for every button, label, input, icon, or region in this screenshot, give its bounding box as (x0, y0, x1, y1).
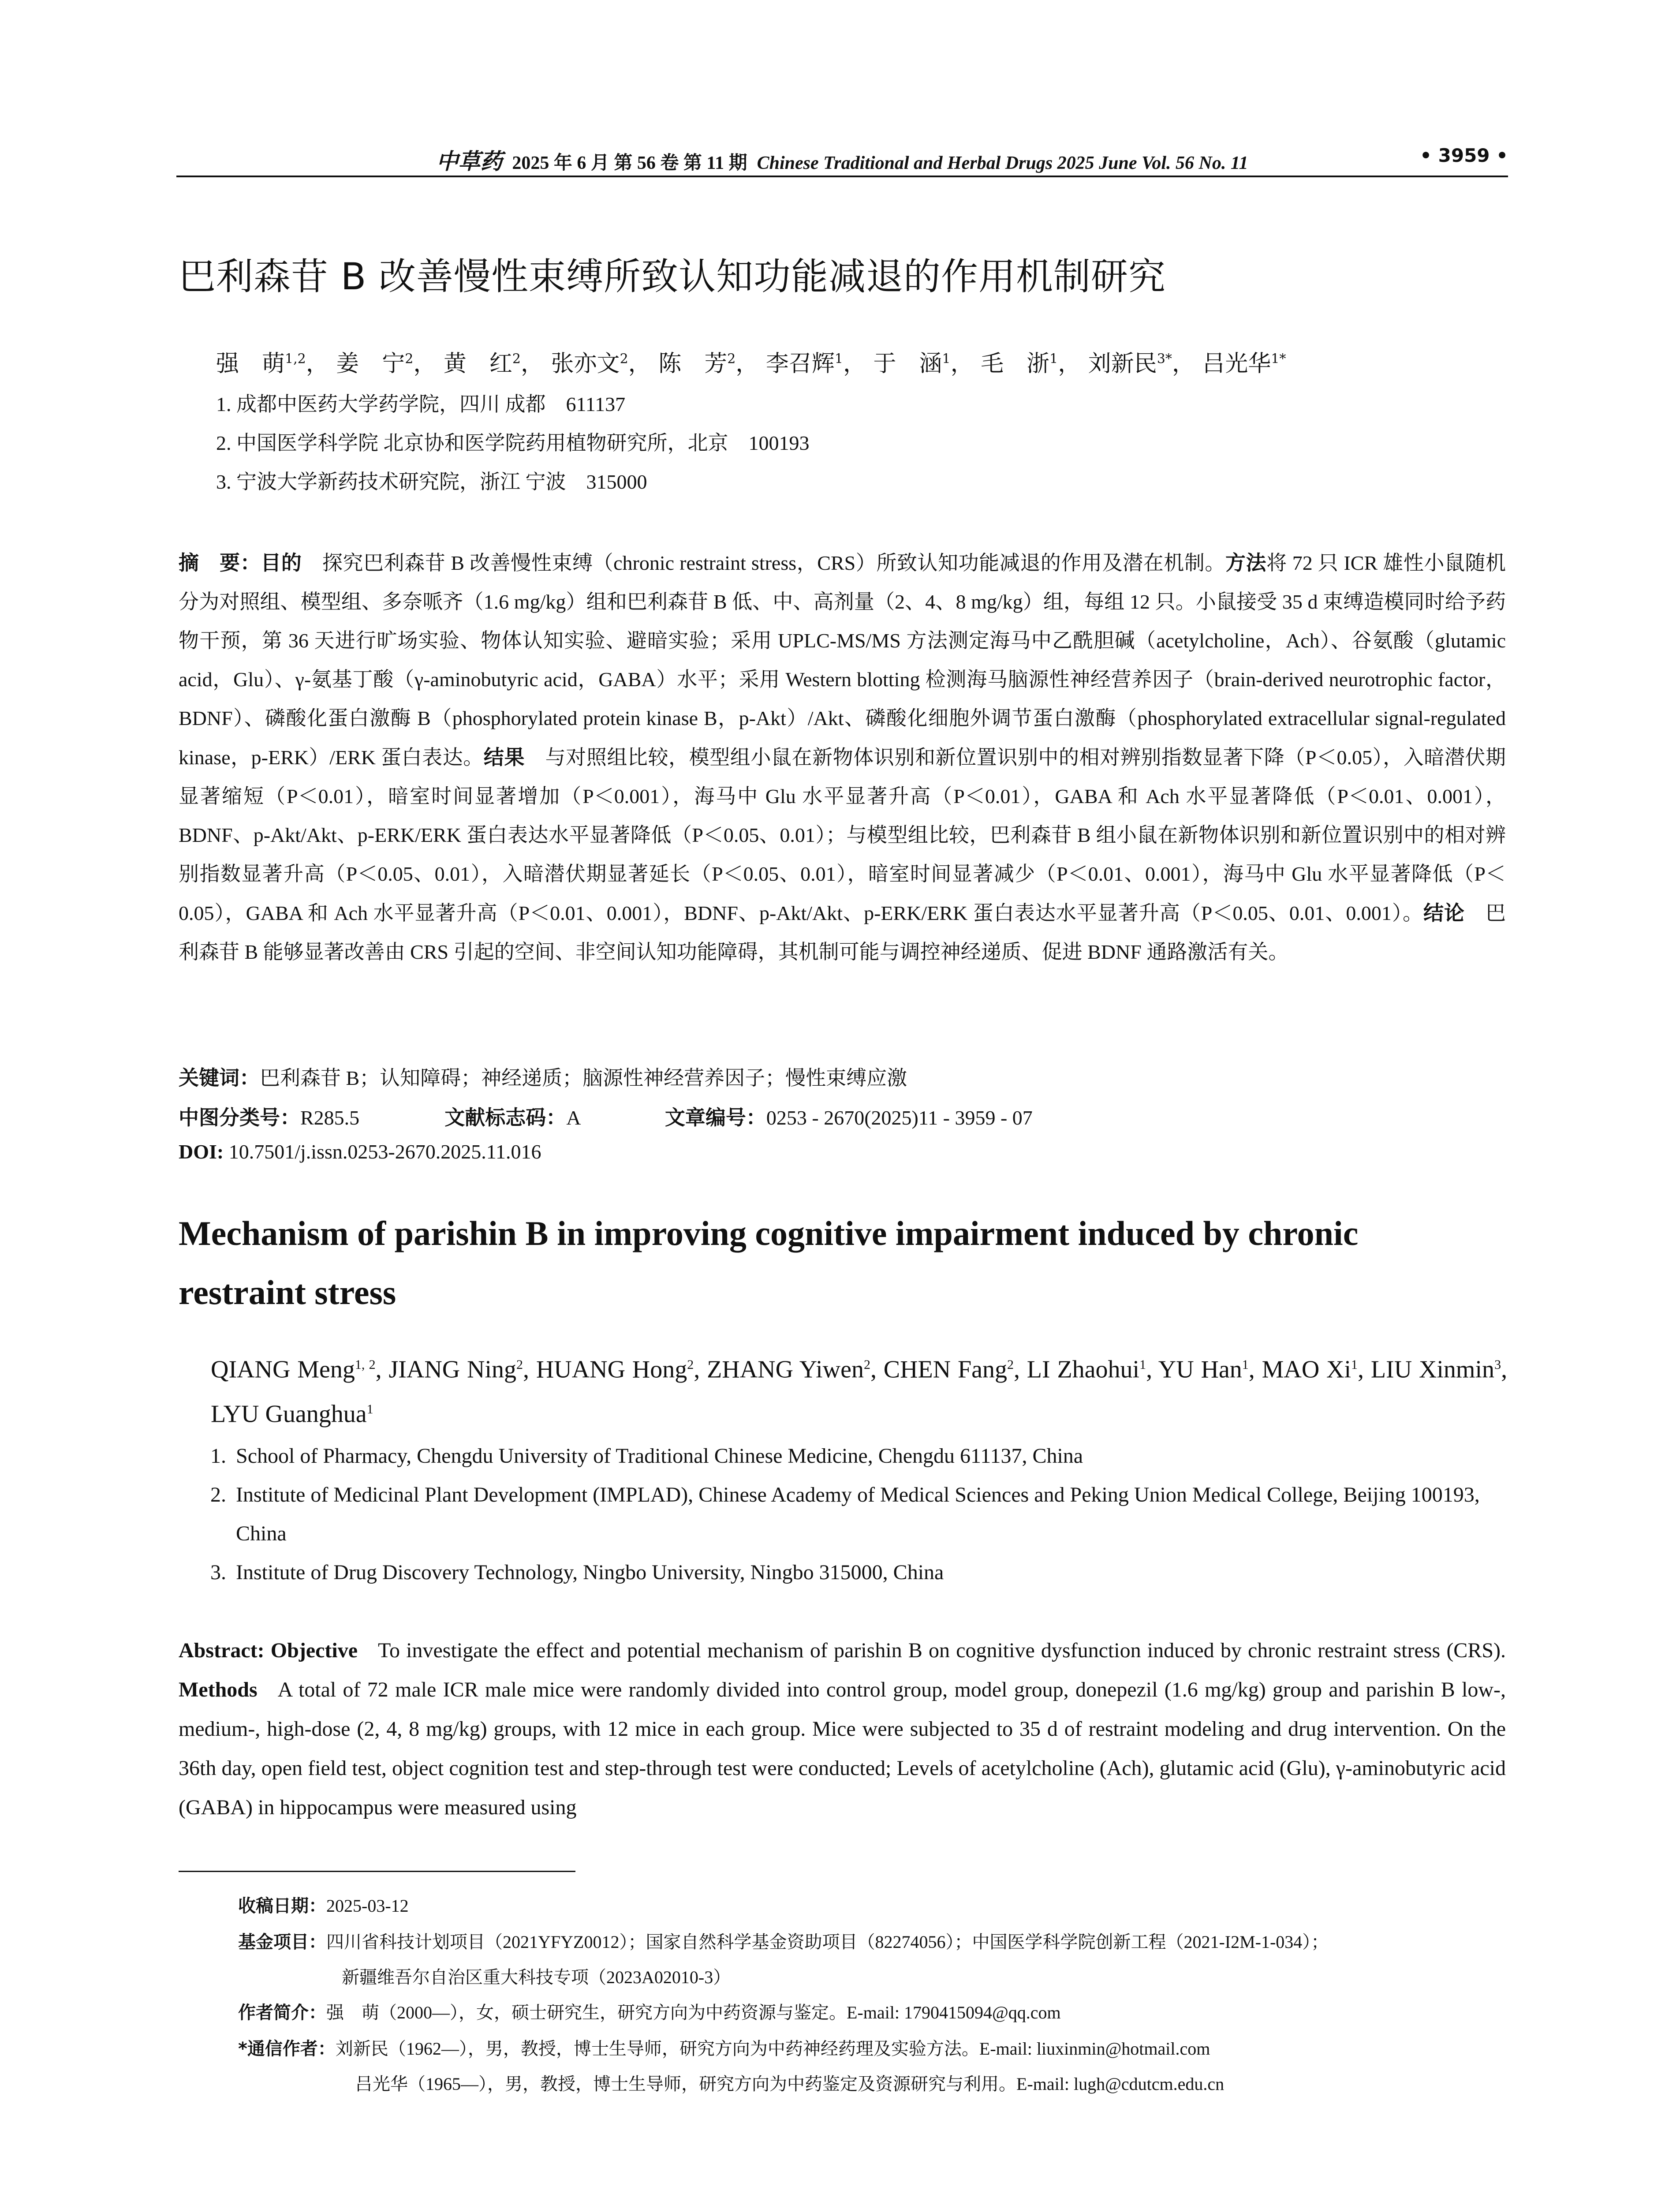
author-en-sup: 3 (1494, 1357, 1501, 1372)
authors-cn: 强 萌$^{1,2}$， 姜 宁$^2$， 黄 红$^2$， 张亦文$^2$， 陈 芳$^2$， 李召辉$^1$， 于 涵$^1$， 毛 浙$^1$， 刘新民$^{3*}$， 吕光华$^{1*}$ (216, 351, 1286, 377)
results-cn: 与对照组比较，模型组小鼠在新物体识别和新位置识别中的相对辨别指数显著下降（P＜0.05），入暗潜伏期显著缩短（P＜0.01），暗室时间显著增加（P＜0.001），海马中 Glu 水平显著升高（P＜0.01），GABA 和 Ach 水平显著降低（P＜0.01、0.001），BDNF、p-Akt/Akt、p-ERK/ERK 蛋白表达水平显著降低（P＜0.05、0.01）；与模型组比较，巴利森苷 B 组小鼠在新物体识别和新位置识别中的相对辨别指数显著升高（P＜0.05、0.01），入暗潜伏期显著延长（P＜0.05、0.01），暗室时间显著减少（P＜0.01、0.001），海马中 Glu 水平显著降低（P＜0.05），GABA 和 Ach 水平显著升高（P＜0.01、0.001），BDNF、p-Akt/Akt、p-ERK/ERK 蛋白表达水平显著升高（P＜0.05、0.01、0.001）。 (179, 746, 1506, 924)
footnote-received (238, 1892, 409, 1917)
author-cn: 毛 浙 (981, 351, 1050, 377)
conclusion-cn: 巴利森苷 B 能够显著改善由 CRS 引起的空间、非空间认知功能障碍，其机制可能与调控神经递质、促进 BDNF 通路激活有关。 (179, 902, 1506, 963)
title-cn: 巴利森苷 B 改善慢性束缚所致认知功能减退的作用机制研究 (179, 255, 1166, 298)
running-header (176, 141, 1508, 176)
affiliation-en-num: 1. (210, 1444, 226, 1468)
doi-link[interactable]: 10.7501/j.issn.0253-2670.2025.11.016 (228, 1140, 541, 1163)
received-label: 收稿日期： (238, 1896, 326, 1916)
author-en-sup: 2 (863, 1357, 870, 1372)
abstract-en (179, 1631, 1506, 1827)
footnote-corresponding (238, 2035, 1210, 2060)
keywords-cn (179, 1062, 907, 1091)
affiliation-en-text: Institute of Drug Discovery Technology, Ningbo University, Ningbo 315000, China (236, 1561, 944, 1584)
author-cn-sup: 1* (1271, 351, 1286, 367)
author-en: QIANG Meng (211, 1356, 355, 1383)
author-en: JIANG Ning (388, 1356, 517, 1383)
objective-cn: 探究巴利森苷 B 改善慢性束缚（chronic restraint stress，CRS）所致认知功能减退的作用及潜在机制。 (322, 552, 1225, 574)
doc-code-value: A (566, 1106, 580, 1129)
footnote-fund-cont: 新疆维吾尔自治区重大科技专项（2023A02010-3） (342, 1967, 731, 1987)
author-en-sup: 2 (516, 1357, 523, 1372)
author-cn: 吕光华 (1202, 351, 1271, 377)
author-en-sup: 2 (1007, 1357, 1014, 1372)
doi-label: DOI: (179, 1140, 224, 1163)
results-label-cn: 结果 (483, 745, 525, 769)
doi-line (179, 1140, 541, 1163)
abstract-cn (179, 543, 1506, 972)
received-date: 2025-03-12 (326, 1896, 409, 1916)
author-cn-sup: 2 (512, 351, 521, 367)
author-en: CHEN Fang (883, 1356, 1007, 1383)
methods-en: A total of 72 male ICR male mice were randomly divided into control group, model group, donepezil (1.6 mg/kg) group and parishin B low-, medium-, high-dose (2, 4, 8 mg/kg) groups, with 12 mice in each group. Mice were subjected to 35 d of restraint modeling and drug intervention. On the 36th day, open field test, object cognition test and step-through test were conducted; Levels of acetylcholine (Ach), glutamic acid (Glu), γ-aminobutyric acid (GABA) in hippocampus were measured using (179, 1678, 1506, 1819)
fund-label: 基金项目： (238, 1932, 326, 1952)
affiliation-cn: 3. 宁波大学新药技术研究院，浙江 宁波 315000 (216, 471, 647, 493)
author-en: ZHANG Yiwen (707, 1356, 864, 1383)
abstract-cn-label: 摘 要： (179, 551, 261, 575)
author-en-sup: 2 (687, 1357, 694, 1372)
author-cn-sup: 2 (620, 351, 628, 367)
footnote-fund (238, 1928, 1329, 1953)
author-en: LI Zhaohui (1027, 1356, 1140, 1383)
author-cn-sup: 2 (405, 351, 414, 367)
keywords-cn-label: 关键词： (179, 1066, 260, 1090)
affiliation-en-text: School of Pharmacy, Chengdu University of Traditional Chinese Medicine, Chengdu 611137, China (236, 1444, 1083, 1468)
author-cn: 于 涵 (873, 351, 942, 377)
author-cn: 强 萌 (216, 351, 285, 377)
affiliation-en (210, 1437, 1506, 1476)
affiliation-en-num: 3. (210, 1561, 226, 1584)
affiliation-en-text: Institute of Medicinal Plant Development (IMPLAD), Chinese Academy of Medical Sciences and Peking Union Medical College, Beijing 100193, China (236, 1483, 1480, 1545)
clc-value: R285.5 (300, 1106, 360, 1129)
footnote-corresponding-2: 吕光华（1965—），男，教授，博士生导师，研究方向为中药鉴定及资源研究与利用。E-mail: lugh@cdutcm.edu.cn (355, 2074, 1225, 2094)
author-cn-sup: 1 (942, 351, 951, 367)
author-en: YU Han (1158, 1356, 1242, 1383)
fund-text: 四川省科技计划项目（2021YFYZ0012）；国家自然科学基金资助项目（82274056）；中国医学科学院创新工程（2021-I2M-1-034）； (326, 1932, 1329, 1952)
author-cn-sup: 1 (1049, 351, 1058, 367)
corr-label: *通信作者： (238, 2039, 336, 2059)
author-cn-sup: 2 (727, 351, 736, 367)
objective-label-cn: 目的 (261, 551, 302, 575)
author-en-sup: 1 (1242, 1357, 1249, 1372)
objective-label-en: Objective (270, 1639, 358, 1662)
issue-cn: 2025 年 6 月 第 56 卷 第 11 期 (512, 153, 747, 173)
methods-label-cn: 方法 (1225, 551, 1267, 575)
article-no-value: 0253 - 2670(2025)11 - 3959 - 07 (766, 1106, 1033, 1129)
author-en-sup: 1 (1351, 1357, 1358, 1372)
doc-code-label: 文献标志码： (444, 1106, 567, 1129)
classification-line (179, 1102, 1033, 1131)
title-en (179, 1204, 1515, 1322)
footnote-rule (179, 1871, 575, 1872)
affiliation-cn: 2. 中国医学科学院 北京协和医学院药用植物研究所，北京 100193 (216, 432, 810, 454)
running-header-title (176, 144, 1508, 176)
abstract-en-label: Abstract: (179, 1639, 265, 1662)
author-cn: 张亦文 (551, 351, 620, 377)
author-en: MAO Xi (1262, 1356, 1351, 1383)
author-cn: 刘新民 (1088, 351, 1157, 377)
affiliation-en (210, 1476, 1506, 1553)
bio-label: 作者简介： (238, 2003, 326, 2023)
author-cn: 李召辉 (765, 351, 835, 377)
page-number: • 3959 • (1420, 145, 1508, 166)
author-cn-sup: 3* (1157, 351, 1172, 367)
journal-name-cn: 中草药 (436, 148, 503, 174)
footnote-bio (238, 1999, 1061, 2024)
title-en-line: Mechanism of parishin B in improving cognitive impairment induced by chronic (179, 1214, 1359, 1252)
author-en: LYU Guanghua (211, 1400, 367, 1428)
corr-text: 刘新民（1962—），男，教授，博士生导师，研究方向为中药神经药理及实验方法。E-mail: liuxinmin@hotmail.com (335, 2039, 1210, 2059)
authors-en: QIANG Meng$^{1, 2}$, JIANG Ning$^2$, HUANG Hong$^2$, ZHANG Yiwen$^2$, CHEN Fang$^2$, LI Zhaohui$^1$, YU Han$^1$, MAO Xi$^1$, LIU Xinmin$^3$, LYU Guanghua$^1$ (211, 1356, 1508, 1428)
article-no-label: 文章编号： (665, 1106, 766, 1129)
author-en-sup: 1, 2 (355, 1357, 376, 1372)
affiliation-en (210, 1553, 1506, 1592)
author-cn: 陈 芳 (658, 351, 728, 377)
clc-label: 中图分类号： (179, 1106, 300, 1129)
header-rule (176, 176, 1508, 177)
author-cn: 黄 红 (443, 351, 512, 377)
methods-label-en: Methods (179, 1678, 258, 1701)
author-en: HUANG Hong (536, 1356, 687, 1383)
author-en-sup: 1 (1139, 1357, 1146, 1372)
methods-cn: 将 72 只 ICR 雄性小鼠随机分为对照组、模型组、多奈哌齐（1.6 mg/kg）组和巴利森苷 B 低、中、高剂量（2、4、8 mg/kg）组，每组 12 只。小鼠接受 35 d 束缚造模同时给予药物干预，第 36 天进行旷场实验、物体认知实验、避暗实验；采用 UPLC-MS/MS 方法测定海马中乙酰胆碱（acetylcholine，Ach）、谷氨酸（glutamic acid，Glu）、γ-氨基丁酸（γ-aminobutyric acid，GABA）水平；采用 Western blotting 检测海马脑源性神经营养因子（brain-derived neurotrophic factor，BDNF）、磷酸化蛋白激酶 B（phosphorylated protein kinase B，p-Akt）/Akt、磷酸化细胞外调节蛋白激酶（phosphorylated extracellular signal-regulated kinase，p-ERK）/ERK 蛋白表达。 (179, 552, 1506, 769)
objective-en: To investigate the effect and potential mechanism of parishin B on cognitive dysfunction induced by chronic restraint stress (CRS). (378, 1639, 1506, 1662)
keywords-cn-text: 巴利森苷 B；认知障碍；神经递质；脑源性神经营养因子；慢性束缚应激 (260, 1067, 907, 1089)
author-cn: 姜 宁 (336, 351, 405, 377)
author-en-sup: 1 (366, 1401, 373, 1416)
affiliation-en-num: 2. (210, 1483, 226, 1506)
bio-text: 强 萌（2000—），女，硕士研究生，研究方向为中药资源与鉴定。E-mail: 1790415094@qq.com (326, 2003, 1061, 2022)
title-en-line: restraint stress (179, 1273, 396, 1312)
conclusion-label-cn: 结论 (1423, 901, 1465, 925)
affiliation-cn: 1. 成都中医药大学药学院，四川 成都 611137 (216, 393, 626, 415)
author-cn-sup: 1 (834, 351, 843, 367)
journal-name-en: Chinese Traditional and Herbal Drugs 2025 June Vol. 56 No. 11 (757, 153, 1248, 173)
author-cn-sup: 1,2 (285, 351, 306, 367)
author-en: LIU Xinmin (1370, 1356, 1495, 1383)
